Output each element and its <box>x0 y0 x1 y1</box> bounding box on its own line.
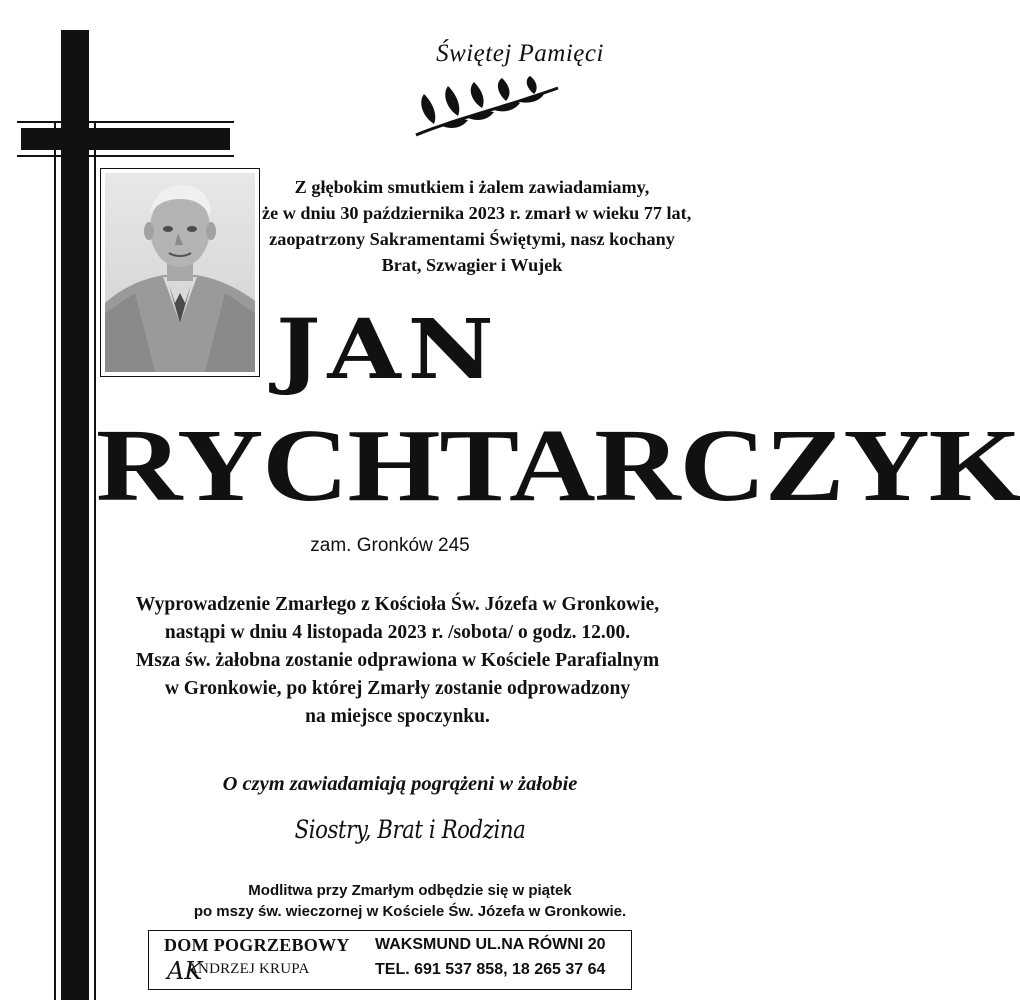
funeral-home-address: WAKSMUND UL.NA RÓWNI 20 <box>375 936 606 953</box>
intro-line: że w dniu 30 października 2023 r. zmarł w wieku 77 lat, <box>262 203 692 223</box>
cross-outline-bottom <box>17 155 234 157</box>
funeral-line: Wyprowadzenie Zmarłego z Kościoła Św. Józefa w Gronkowie, <box>135 594 660 615</box>
memory-heading: Świętej Pamięci <box>436 40 604 67</box>
funeral-details <box>100 591 695 731</box>
intro-line: zaopatrzony Sakramentami Świętymi, nasz kochany <box>269 229 675 249</box>
prayer-line: Modlitwa przy Zmarłym odbędzie się w piątek <box>248 882 572 899</box>
deceased-address: zam. Gronków 245 <box>310 535 470 556</box>
mourners-inform-text: O czym zawiadamiają pogrążeni w żałobie <box>222 773 578 795</box>
funeral-line: nastąpi w dniu 4 listopada 2023 r. /sobota/ o godz. 12.00. <box>164 622 631 643</box>
cross-horizontal-beam <box>21 128 230 150</box>
funeral-line: w Gronkowie, po której Zmarły zostanie odprowadzony <box>164 678 631 699</box>
prayer-line: po mszy św. wieczornej w Kościele Św. Józefa w Gronkowie. <box>193 903 627 920</box>
funeral-home-name: DOM POGRZEBOWY <box>164 935 350 955</box>
announcement-intro <box>262 174 692 278</box>
laurel-branch-icon <box>412 80 562 140</box>
intro-line: Z głębokim smutkiem i żalem zawiadamiamy, <box>294 177 650 197</box>
funeral-line: na miejsce spoczynku. <box>305 706 490 727</box>
mourners-family: Siostry, Brat i Rodzina <box>294 815 526 844</box>
deceased-last-name: RYCHTARCZYK <box>96 408 1020 523</box>
portrait-photo-frame <box>100 168 260 377</box>
cross-outline-top <box>17 121 234 123</box>
funeral-home-phone: TEL. 691 537 858, 18 265 37 64 <box>375 961 606 978</box>
intro-line: Brat, Szwagier i Wujek <box>381 255 563 275</box>
portrait-photo <box>105 173 255 372</box>
funeral-home-owner: ANDRZEJ KRUPA <box>187 961 310 977</box>
prayer-notice <box>120 880 700 922</box>
funeral-line: Msza św. żałobna zostanie odprawiona w Kościele Parafialnym <box>135 650 660 671</box>
funeral-home-box <box>148 930 632 990</box>
deceased-first-name: JAN <box>276 302 501 398</box>
cross-vertical-beam <box>61 30 89 1000</box>
funeral-home-logo: AK <box>167 957 203 985</box>
cross-outline-right <box>94 121 96 1000</box>
cross-outline-left <box>54 121 56 1000</box>
